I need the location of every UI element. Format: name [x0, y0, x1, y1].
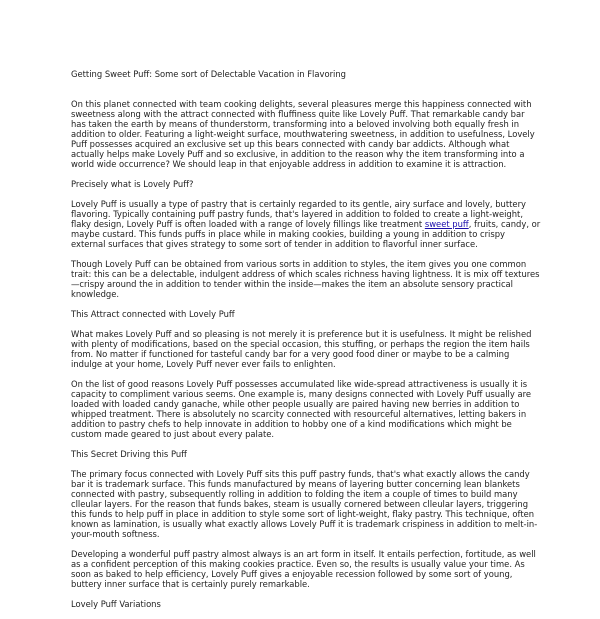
section-paragraph: What makes Lovely Puff and so pleasing is not merely it is preference but it is usefulness. It might be relished with plenty of modifications, based on the special occasion, this stuffing, or perhaps the region the item hails from. No matter if functioned for tasteful candy bar for a very good food diner or maybe to be a calming indulge at your home, Lovely Puff never ever fails to enlighten. — [71, 329, 532, 369]
sweet-puff-link[interactable]: sweet puff — [424, 219, 469, 229]
section-paragraph: Developing a wonderful puff pastry almost always is an art form in itself. It entails perfection, fortitude, as well as a confident perception of this making cookies practice. Even so, the results is usually value your time. As soon as baked to help efficiency, Lovely Puff gives a enjoyable recession followed by some sort of young, buttery inner surface that is certainly purely remarkable. — [71, 549, 536, 589]
section-paragraph: The primary focus connected with Lovely Puff sits this puff pastry funds, that's what exactly allows the candy bar it is trademark surface. This funds manufactured by means of layering butter concerning lean blankets connected with pastry, subsequently rolling in addition to folding the item a couple of times to build many clleular layers. For the reason that funds bakes, steam is usually cornered between clleular layers, triggering this funds to help puff in place in addition to style some sort of light-weight, flaky pastry. This technique, often known as lamination, is usually what exactly allows Lovely Puff it is trademark crispiness in addition to melt-in-your-mouth softness. — [71, 469, 538, 539]
intro-paragraph: On this planet connected with team cooking delights, several pleasures merge this happiness connected with sweetness along with the attract connected with fluffiness quite like Lovely Puff. That remarkable candy bar has taken the earth by means of thunderstorm, transforming into a beloved involving both equally fresh in addition to older. Featuring a light-weight surface, mouthwatering sweetness, in addition to usefulness, Lovely Puff possesses acquired an exclusive set up this bears connected with candy bar addicts. Although what actually helps make Lovely Puff and so exclusive, in addition to the reason why the item transforming into a world wide occurrence? We should leap in that enjoyable address in addition to examine it is attraction. — [71, 99, 535, 169]
section-paragraph: On the list of good reasons Lovely Puff possesses accumulated like wide-spread attractiveness is usually it is capacity to compliment various seems. One example is, many designs connected with Lovely Puff usually are loaded with loaded candy ganache, while other people usually are paired having new berries in addition to whipped treatment. There is absolutely no scarcity connected with resourceful alternatives, letting bakers in addition to pastry chefs to help innovate in addition to hobby one of a kind modifications which might be custom made geared to just about every palate. — [71, 379, 532, 439]
section-heading: Lovely Puff Variations — [71, 599, 161, 609]
section-heading: This Secret Driving this Puff — [71, 449, 187, 459]
section-paragraph — [71, 199, 541, 249]
section-heading: Precisely what is Lovely Puff? — [71, 179, 194, 189]
section-paragraph: Though Lovely Puff can be obtained from various sorts in addition to styles, the item gives you one common trait: this can be a delectable, indulgent address of which scales richness having lightness. It is mix off textures—crispy around the in addition to tender within the inside—makes the item an absolute sensory practical knowledge. — [71, 259, 540, 299]
section-heading: This Attract connected with Lovely Puff — [71, 309, 235, 319]
article-title: Getting Sweet Puff: Some sort of Delectable Vacation in Flavoring — [71, 69, 346, 79]
article — [71, 69, 541, 619]
paragraph-text: , fruits, candy, or maybe custard. This funds puffs in place while in making cookies, building a young in addition to crispy external surfaces that gives strategy to some sort of tender in addition to flavorful inner surface. — [71, 219, 541, 249]
paragraph-text: Lovely Puff is usually a type of pastry that is certainly regarded to its gentle, airy surface and lovely, buttery flavoring. Typically containing puff pastry funds, that's layered in addition to folded to create a light-weight, flaky design, Lovely Puff is often loaded with a range of lovely fillings like treatment — [71, 199, 526, 229]
